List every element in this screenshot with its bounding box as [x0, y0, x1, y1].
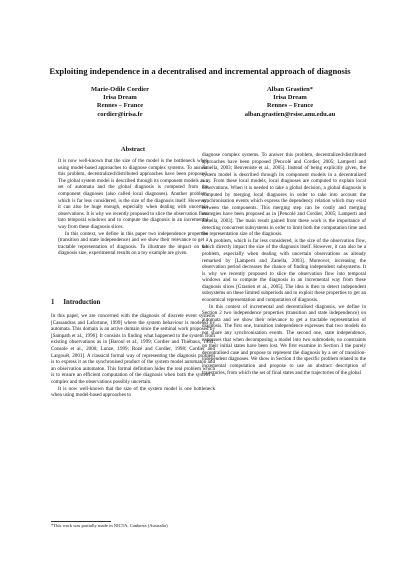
author-block-1	[45, 86, 195, 119]
body-paragraph: In this paper, we are concerned with the diagnosis of discrete event systems [Cassandras and Lafortune, 1999] where the system behaviour is modeled by automata. This domain is an active domain since the seminal work proposed by [Sampath et al., 1996]. It consists in finding what happened to the system from existing observations as in [Baroni et al., 1999; Cordier and Thiébaux, 1994; Console et al., 2000; Lunze, 1999; Rozé and Cordier, 1998; Cordier and Largouët, 2001]. A classical formal way of representing the diagnosis problem is to express it as the synchronised product of the system model automaton and an observation automaton. This formal definition hides the real problem which is to ensure an efficient computation of the diagnosis when both the system is complex and the observations possibly uncertain.	[51, 313, 215, 385]
body-paragraph: A problem, which is far less considered, is the size of the observation flow, which directly impact the size of the diagnosis itself. However, it can also be a problem, especially when dealing with uncertain observations as already remarked by [Lamperti and Zanella, 2003]. Moreover, increasing the observation period decreases the chance of finding independent subsystems. It is why we recently proposed to slice the observation flow into temporal windows and to compute the diagnosis in an incremental way from these diagnosis slices [Grastien et al., 2005]. The idea is then to detect independent subsystems on these limited subperiods and to exploit these properties to get an economical representation and computation of diagnosis.	[202, 237, 366, 304]
author-affiliation: Irisa Dream	[103, 94, 137, 102]
body-paragraph: It is now well-known that the size of the system model is one bottleneck when using model-based approaches to	[51, 385, 215, 399]
section-heading	[51, 299, 109, 306]
abstract-heading: Abstract	[120, 146, 146, 153]
body-paragraph: In this context of incremental and decentralised diagnosis, we define in Section 2 two independence properties (transition and state independence) on automata and we show their relevance to get a tractable representation of diagnosis. The first one, transition independence expresses that two models do not share any synchronisation events. The second one, state independence, expresses that when decomposing a model into two submodels, no constraints on their initial states have been lost. We first examine in Section 3 the purely decentralised case and propose to represent the diagnosis by a set of transition-independent diagnoses. We show in Section 4 the specific problem related to the incremental computation and propose to use an abstract description of trajectories, from which the set of final states and the trajectories of the global	[202, 303, 366, 376]
abstract-paragraph: In this context, we define in this paper two independence properties (transition and state independence) and we show their relevance to get a tractable representation of diagnosis. To illustrate the impact on the diagnosis size, experimental results on a toy example are given.	[58, 230, 208, 257]
right-column	[202, 152, 366, 376]
author-name: Marie-Odile Cordier	[91, 86, 149, 93]
author-email: alban.grastien@rsise.anu.edu.au	[244, 110, 336, 118]
intro-body	[51, 313, 215, 399]
author-email: cordier@irisa.fr	[97, 110, 143, 118]
section-title: Introduction	[63, 299, 101, 306]
abstract-body	[51, 158, 215, 257]
author-location: Rennes – France	[96, 102, 144, 110]
author-name: Alban Grastien*	[266, 86, 314, 93]
body-paragraph: diagnose complex systems. To answer this problem, decentralized/distributed approaches have been proposed [Pencolé and Cordier, 2005; Lamperti and Zanella, 2003; Benveniste et al., 2005]. Instead of being explicitly given, the system model is described through its component models in a decentralized way. From these local models, local diagnoses are computed to explain local observations. When it is needed to take a global decision, a global diagnosis is computed by merging local diagnoses in order to take into account the synchronisation events which express the dependency relation which may exist between the components. This merging step can be costly and merging strategies have been proposed as in [Pencolé and Cordier, 2005; Lamperti and Zanella, 2003]. The main result gained from these work is the importance of detecting concurrent subsystems in order to limit both the computation time and the representation size of the diagnosis.	[202, 152, 366, 238]
footnote: *This work was partially made in NICTA, Canberra (Australia)	[51, 523, 168, 528]
author-affiliation: Irisa Dream	[273, 94, 307, 102]
author-block-2	[215, 86, 365, 119]
author-location: Rennes – France	[266, 102, 314, 110]
abstract-paragraph: It is now well-known that the size of the model is the bottleneck when using model-based approaches to diagnose complex systems. To answer this problem, decentralized/distributed approaches have been proposed. The global system model is described through its component models as a set of automata and the global diagnosis is computed from the component diagnoses (also called local diagnoses). Another problem, which is far less considered, is the size of the diagnosis itself. However, it can also be huge enough, especially when dealing with uncertain observations. It is why we recently proposed to slice the observation flow into temporal windows and to compute the diagnosis in an incremental way from these diagnosis slices.	[58, 158, 208, 230]
section-number: 1	[51, 299, 55, 306]
paper-title: Exploiting independence in a decentralised and incremental approach of diagnosis	[49, 66, 351, 76]
footnote-rule	[51, 521, 111, 522]
